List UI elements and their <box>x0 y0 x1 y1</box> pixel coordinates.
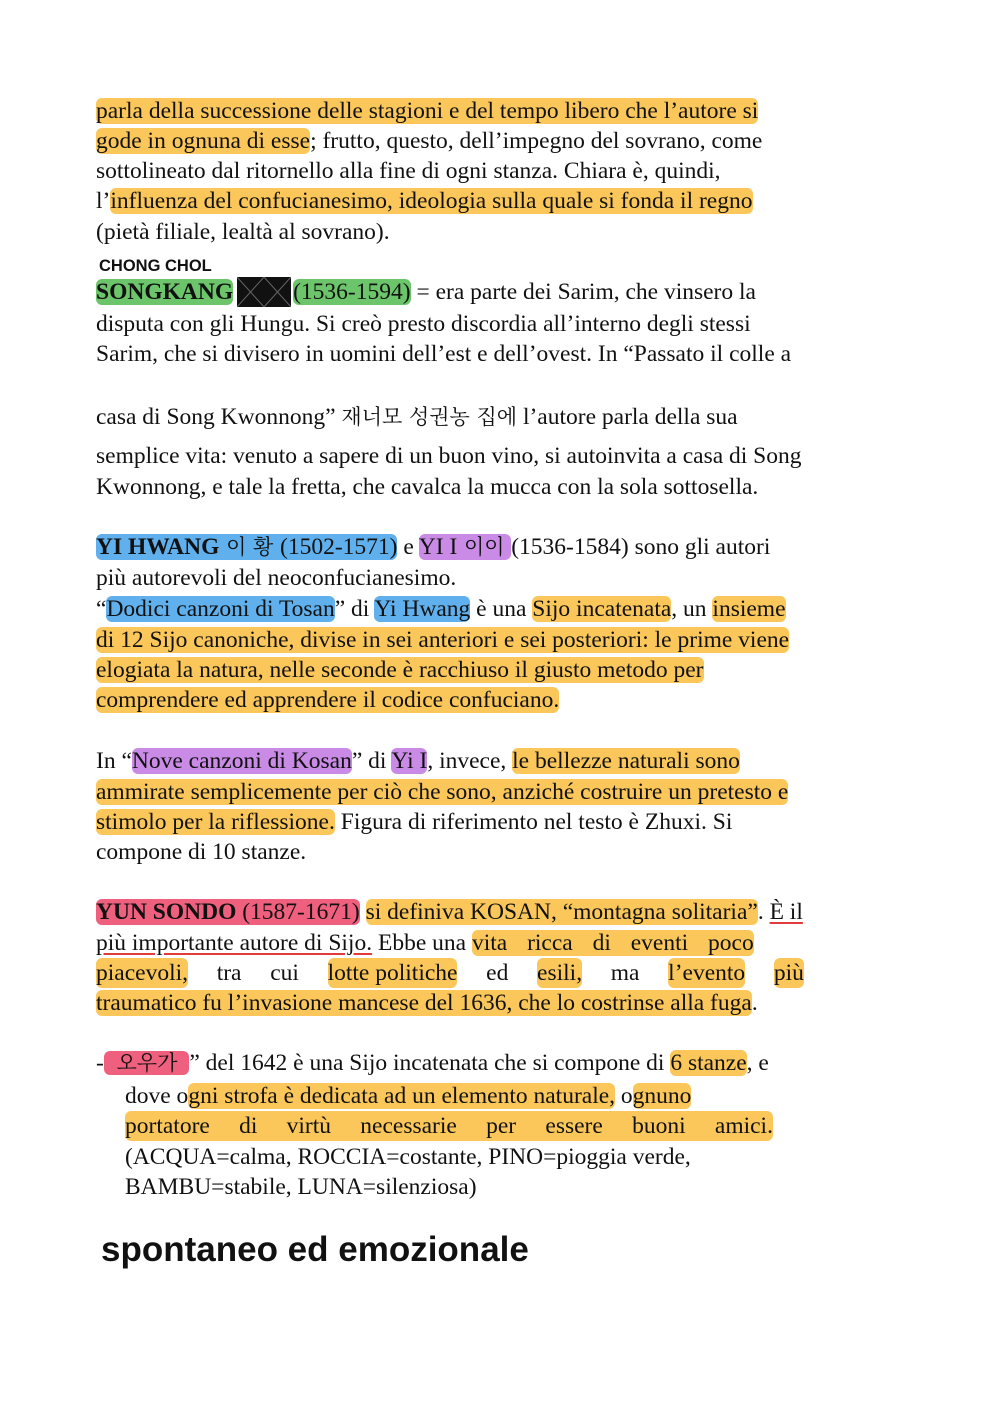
word: buoni <box>632 1113 686 1139</box>
text-line: sottolineato dal ritornello alla fine di ogni stanza. Chiara è, quindi, <box>96 158 721 184</box>
text-span: ” di <box>351 748 392 774</box>
word: ricca <box>527 930 573 956</box>
author-name: SONGKANG <box>96 279 234 305</box>
text-line <box>96 988 758 1018</box>
text-span: dove o <box>125 1083 189 1109</box>
highlight: ammirate semplicemente per ciò che sono, anziché costruire un pretesto e <box>96 779 789 805</box>
text-span: . <box>757 899 770 925</box>
korean-title: 오우가 <box>104 1051 190 1075</box>
text-span: = era parte dei Sarim, che vinsero la <box>416 279 756 305</box>
text-span: ” del 1642 è una Sijo incatenata che si compone di <box>189 1050 671 1076</box>
text-line <box>96 625 789 655</box>
text-line <box>96 685 559 715</box>
highlight: insieme <box>712 596 786 622</box>
word: ma <box>610 960 640 986</box>
text-line: (pietà filiale, lealtà al sovrano). <box>96 219 390 245</box>
text-line: Sarim, che si divisero in uomini dell’est e dell’ovest. In “Passato il colle a <box>96 341 792 367</box>
text-line: semplice vita: venuto a sapere di un buon vino, si autoinvita a casa di Song <box>96 443 802 469</box>
highlight: gnuno <box>632 1083 692 1109</box>
word: necessarie <box>360 1113 457 1139</box>
text-span: “ <box>96 596 107 622</box>
text-line <box>96 594 786 624</box>
text-span: . <box>751 990 758 1016</box>
text-span: l’autore parla della sua <box>517 404 738 430</box>
highlight: elogiata la natura, nelle seconde è racchiuso il giusto metodo per <box>96 657 704 683</box>
korean-title: 재너모 성권농 집에 <box>341 405 518 429</box>
text-line: più autorevoli del neoconfucianesimo. <box>96 565 457 591</box>
author-name: YI HWANG <box>96 534 220 560</box>
highlight: parla della successione delle stagioni e del tempo libero che l’autore si <box>96 98 759 124</box>
word: cui <box>270 960 299 986</box>
highlight: l’evento <box>668 960 746 986</box>
highlight: lotte politiche <box>327 960 458 986</box>
text-line <box>96 807 732 837</box>
author-name: YI I <box>418 534 458 560</box>
highlight <box>472 930 754 956</box>
text-span: Ebbe una <box>372 930 472 956</box>
text-line: (ACQUA=calma, ROCCIA=costante, PINO=pioggia verde, <box>125 1144 691 1170</box>
highlight: stimolo per la riflessione. <box>96 809 335 835</box>
highlight: più <box>773 960 804 986</box>
text-line: disputa con gli Hungu. Si creò presto discordia all’interno degli stessi <box>96 311 751 337</box>
word: amici. <box>714 1113 773 1139</box>
word: tra <box>216 960 242 986</box>
list-dash: - <box>96 1050 104 1076</box>
text-line <box>96 186 753 216</box>
text-span: , un <box>671 596 713 622</box>
underlined-text: È il <box>769 899 803 925</box>
highlight: comprendere ed apprendere il codice confuciano. <box>96 687 560 713</box>
word: per <box>486 1113 517 1139</box>
text-line <box>96 777 788 807</box>
handwritten-annotation: CHONG CHOL <box>99 257 212 275</box>
text-line <box>96 746 740 776</box>
highlight: esili, <box>537 960 583 986</box>
text-line: compone di 10 stanze. <box>96 839 307 865</box>
text-span: In “ <box>96 748 132 774</box>
highlight: Sijo incatenata <box>532 596 672 622</box>
text-line: BAMBU=stabile, LUNA=silenziosa) <box>125 1174 477 1200</box>
underlined-text: più importante autore di Sijo. <box>96 930 373 956</box>
author-name-highlight <box>419 534 511 560</box>
word: ed <box>486 960 509 986</box>
text-line <box>96 897 803 927</box>
text-line <box>96 1048 769 1078</box>
author-dates: (1536-1594) <box>293 279 411 305</box>
word: di <box>239 1113 258 1139</box>
word: virtù <box>286 1113 332 1139</box>
author-name: Yi I <box>391 748 428 774</box>
text-line <box>96 126 762 156</box>
highlight: traumatico fu l’invasione mancese del 1636, che lo costrinse alla fuga <box>96 990 752 1016</box>
highlight: si definiva KOSAN, “montagna solitaria” <box>365 899 758 925</box>
text-line <box>96 402 738 432</box>
handwritten-heading: spontaneo ed emozionale <box>101 1230 529 1269</box>
highlight: gode in ognuna di esse <box>96 128 311 154</box>
text-line: Kwonnong, e tale la fretta, che cavalca la mucca con la sola sottosella. <box>96 474 759 500</box>
word: poco <box>708 930 754 956</box>
text-span: ” di <box>334 596 375 622</box>
work-title: Nove canzoni di Kosan <box>131 748 352 774</box>
highlight: di 12 Sijo canoniche, divise in sei anteriori e sei posteriori: le prime viene <box>96 627 790 653</box>
text-span: (1536-1584) sono gli autori <box>511 534 771 560</box>
text-line <box>96 958 804 988</box>
text-line <box>125 1081 691 1111</box>
word: eventi <box>630 930 689 956</box>
work-title: Dodici canzoni di Tosan <box>106 596 335 622</box>
author-name: Yi Hwang <box>374 596 471 622</box>
text-span: l’ <box>96 188 111 214</box>
author-dates: (1587-1671) <box>236 899 360 925</box>
word: di <box>592 930 611 956</box>
word: vita <box>471 930 508 956</box>
text-line <box>96 928 754 958</box>
text-span: ; frutto, questo, dell’impegno del sovrano, come <box>310 128 763 154</box>
text-span: è una <box>470 596 533 622</box>
author-name-highlight <box>96 899 360 925</box>
word: portatore <box>125 1113 210 1139</box>
highlight: le bellezze naturali sono <box>512 748 740 774</box>
korean-name: 이이 <box>457 535 512 559</box>
text-span: casa di Song Kwonnong” <box>96 404 342 430</box>
text-span <box>360 899 366 925</box>
text-span: o <box>615 1083 633 1109</box>
text-span: e <box>397 534 419 560</box>
highlight: influenza del confucianesimo, ideologia sulla quale si fonda il regno <box>110 188 753 214</box>
text-line <box>125 1111 773 1141</box>
text-span: , invece, <box>427 748 513 774</box>
text-line <box>96 532 770 562</box>
highlight: piacevoli, <box>96 960 189 986</box>
redacted-box <box>237 277 291 307</box>
word: essere <box>545 1113 603 1139</box>
highlight: gni strofa è dedicata ad un elemento naturale, <box>188 1083 616 1109</box>
author-dates: (1502-1571) <box>280 534 398 560</box>
korean-name: 이 황 <box>219 535 280 559</box>
text-span: , e <box>746 1050 769 1076</box>
text-line <box>96 277 756 307</box>
author-name: YUN SONDO <box>96 899 237 925</box>
highlight: 6 stanze <box>670 1050 747 1076</box>
text-line <box>96 655 704 685</box>
text-line <box>96 96 758 126</box>
author-name-highlight <box>96 534 397 560</box>
text-span: Figura di riferimento nel testo è Zhuxi. Si <box>334 809 733 835</box>
